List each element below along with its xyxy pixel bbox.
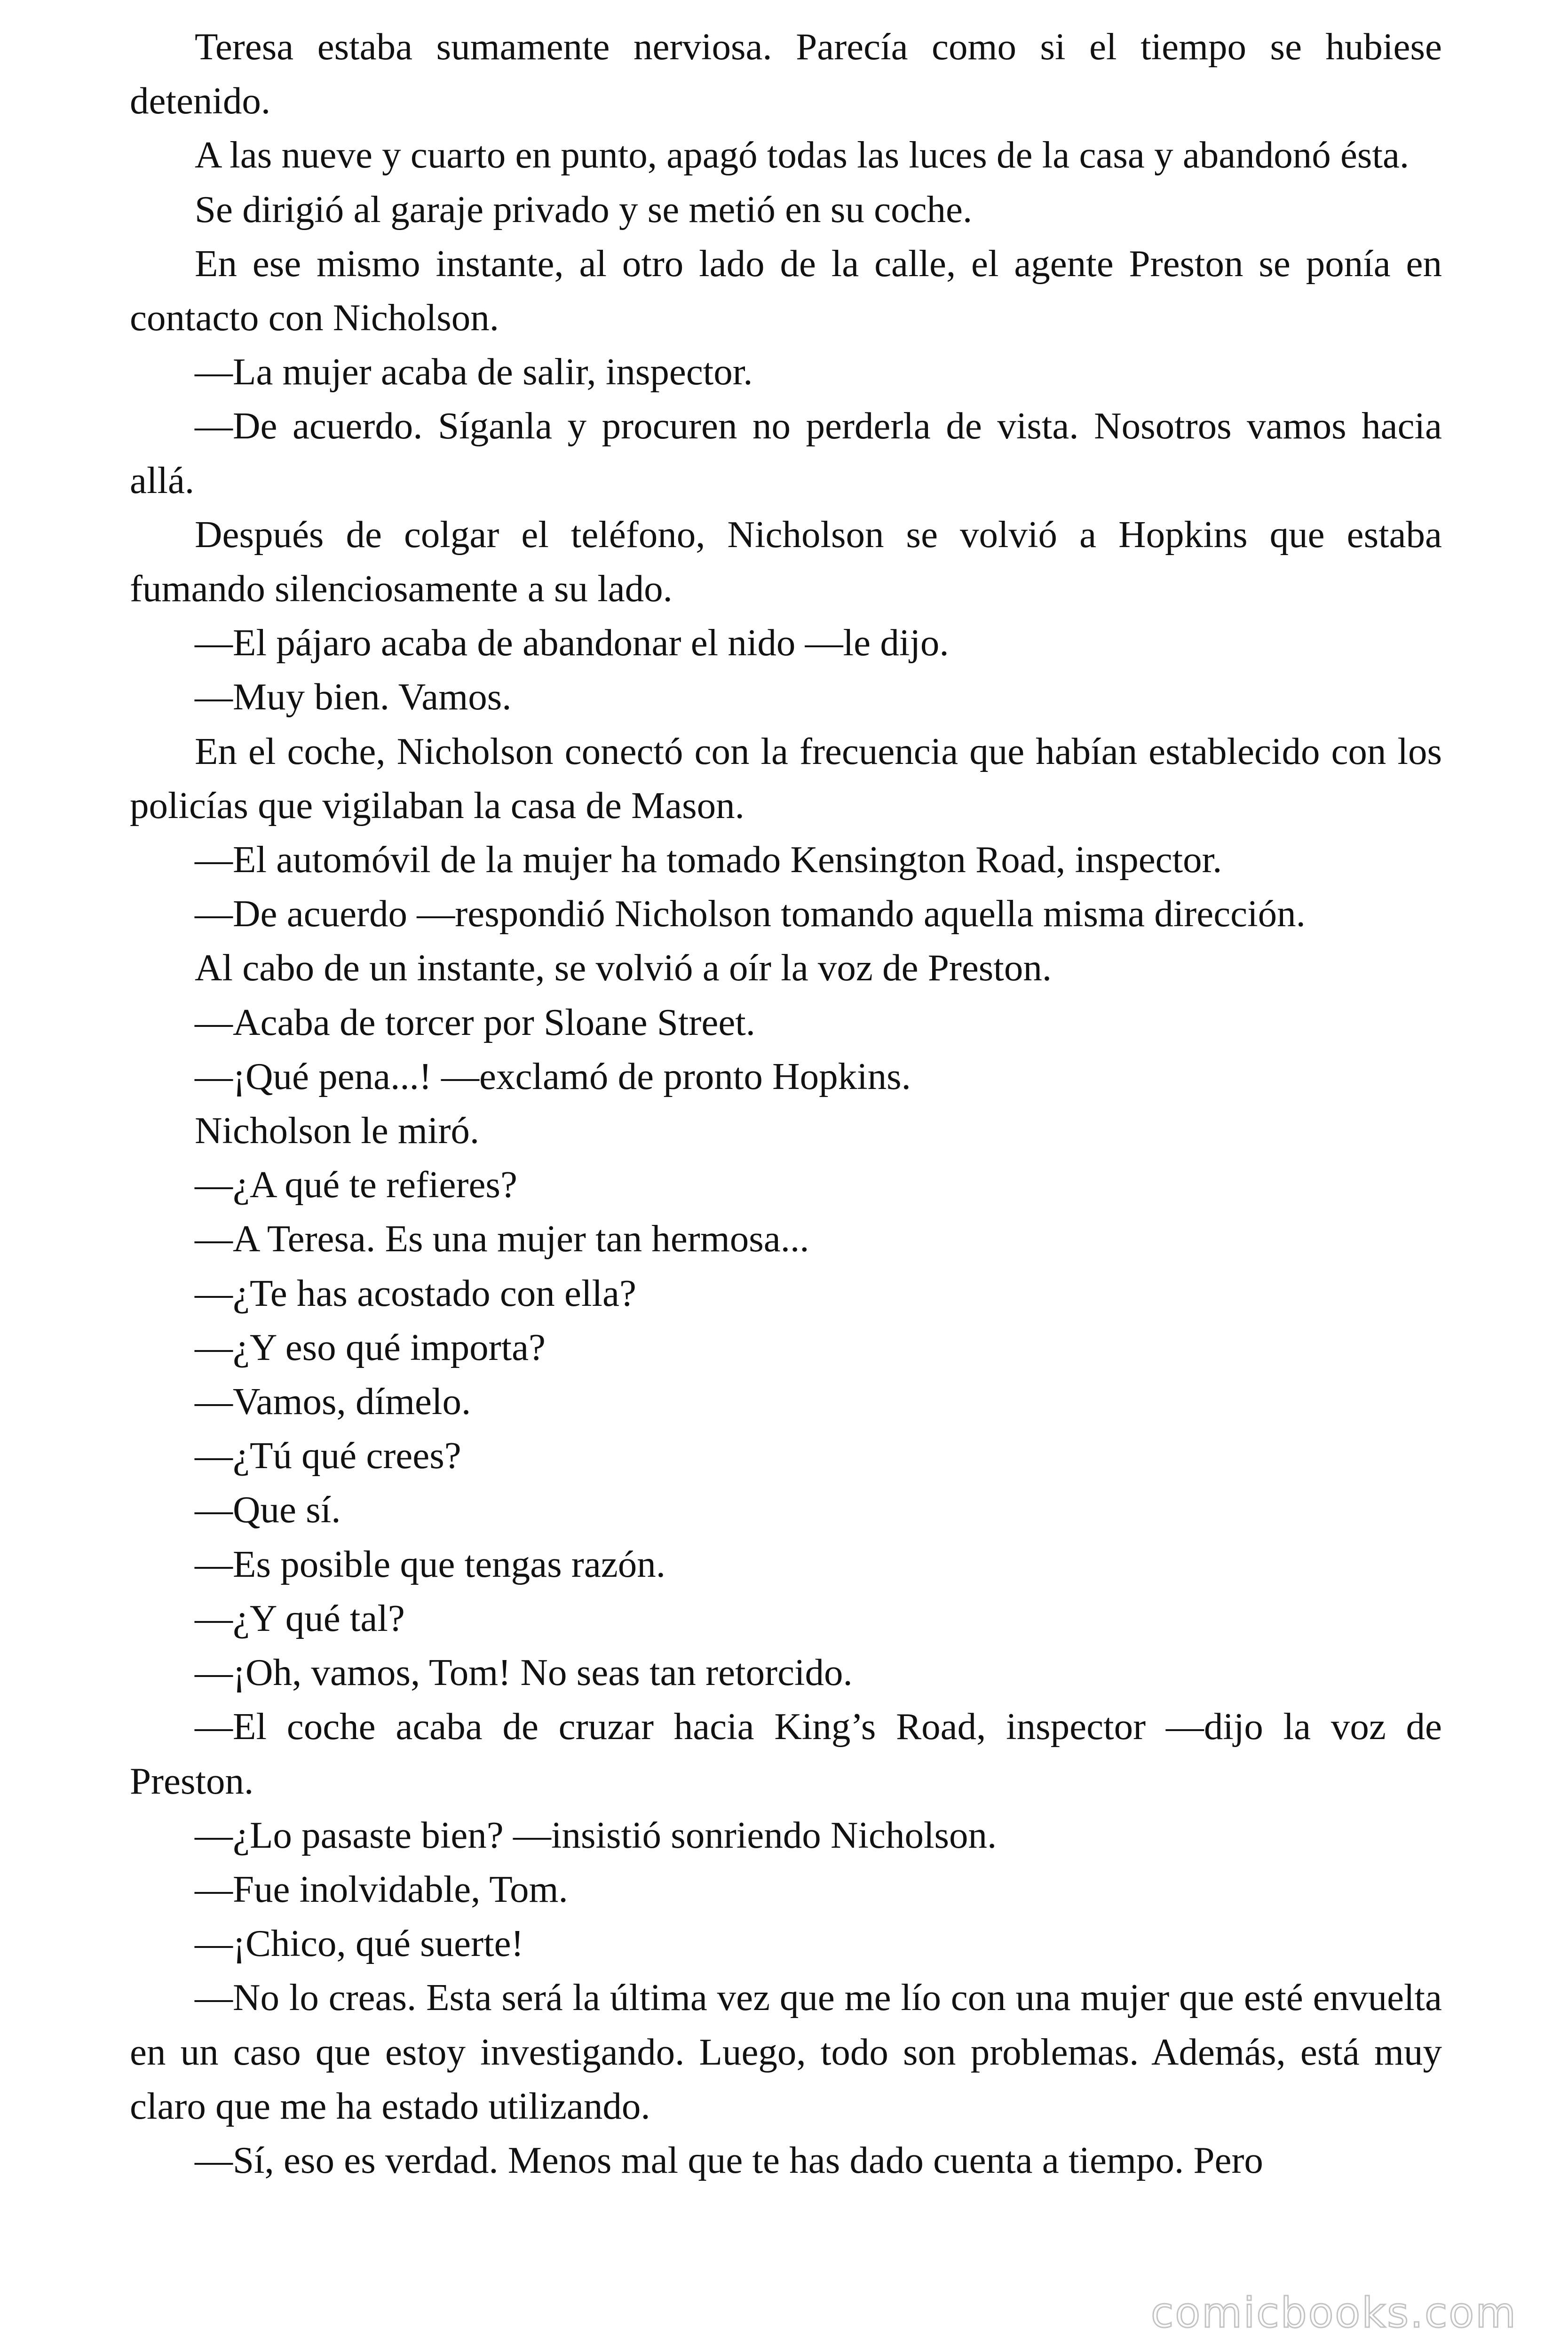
paragraph: —El automóvil de la mujer ha tomado Kensington Road, inspector. <box>195 838 1222 881</box>
paragraph: Después de colgar el teléfono, Nicholson se volvió a Hopkins que estaba fumando silenciosamente a su lado. <box>130 513 1442 610</box>
paragraph: A las nueve y cuarto en punto, apagó todas las luces de la casa y abandonó ésta. <box>195 134 1410 176</box>
paragraph: —¿A qué te refieres? <box>195 1163 517 1206</box>
paragraph: —¿Y eso qué importa? <box>195 1326 546 1368</box>
paragraph: —¿Tú qué crees? <box>195 1434 461 1477</box>
paragraph: —Sí, eso es verdad. Menos mal que te has dado cuenta a tiempo. Pero <box>195 2138 1263 2181</box>
paragraph: En el coche, Nicholson conectó con la frecuencia que habían establecido con los policías que vigilaban la casa de Mason. <box>130 730 1442 826</box>
paragraph: —¡Chico, qué suerte! <box>195 1922 524 1965</box>
paragraph: —La mujer acaba de salir, inspector. <box>195 350 753 393</box>
paragraph: Nicholson le miró. <box>195 1109 480 1152</box>
paragraph: —A Teresa. Es una mujer tan hermosa... <box>195 1217 809 1260</box>
paragraph: —De acuerdo —respondió Nicholson tomando aquella misma dirección. <box>195 892 1306 935</box>
paragraph: —Fue inolvidable, Tom. <box>195 1867 568 1910</box>
paragraph: —¡Oh, vamos, Tom! No seas tan retorcido. <box>195 1651 853 1694</box>
paragraph: —Que sí. <box>195 1488 341 1531</box>
paragraph: —De acuerdo. Síganla y procuren no perderla de vista. Nosotros vamos hacia allá. <box>130 405 1442 501</box>
paragraph: —¡Qué pena...! —exclamó de pronto Hopkins. <box>195 1055 911 1097</box>
paragraph: —¿Lo pasaste bien? —insistió sonriendo Nicholson. <box>195 1813 997 1856</box>
page-text <box>130 20 1442 2187</box>
paragraph: Teresa estaba sumamente nerviosa. Parecía como si el tiempo se hubiese detenido. <box>130 25 1442 122</box>
paragraph: —Es posible que tengas razón. <box>195 1542 665 1585</box>
paragraph: —Vamos, dímelo. <box>195 1380 471 1423</box>
paragraph: —No lo creas. Esta será la última vez que me lío con una mujer que esté envuelta en un caso que estoy investigando. Luego, todo son problemas. Además, está muy claro que me ha estado utilizando. <box>130 1976 1442 2127</box>
paragraph: —¿Te has acostado con ella? <box>195 1271 636 1314</box>
paragraph: —El coche acaba de cruzar hacia King’s Road, inspector —dijo la voz de Preston. <box>130 1705 1442 1802</box>
paragraph: Se dirigió al garaje privado y se metió en su coche. <box>195 188 973 230</box>
watermark: comicbooks.com <box>1150 2288 1517 2337</box>
paragraph: —Muy bien. Vamos. <box>195 675 512 718</box>
paragraph: Al cabo de un instante, se volvió a oír la voz de Preston. <box>195 946 1052 989</box>
paragraph: —El pájaro acaba de abandonar el nido —le dijo. <box>195 621 949 664</box>
paragraph: —¿Y qué tal? <box>195 1597 405 1639</box>
paragraph: En ese mismo instante, al otro lado de la calle, el agente Preston se ponía en contacto con Nicholson. <box>130 242 1442 339</box>
paragraph: —Acaba de torcer por Sloane Street. <box>195 1001 756 1043</box>
